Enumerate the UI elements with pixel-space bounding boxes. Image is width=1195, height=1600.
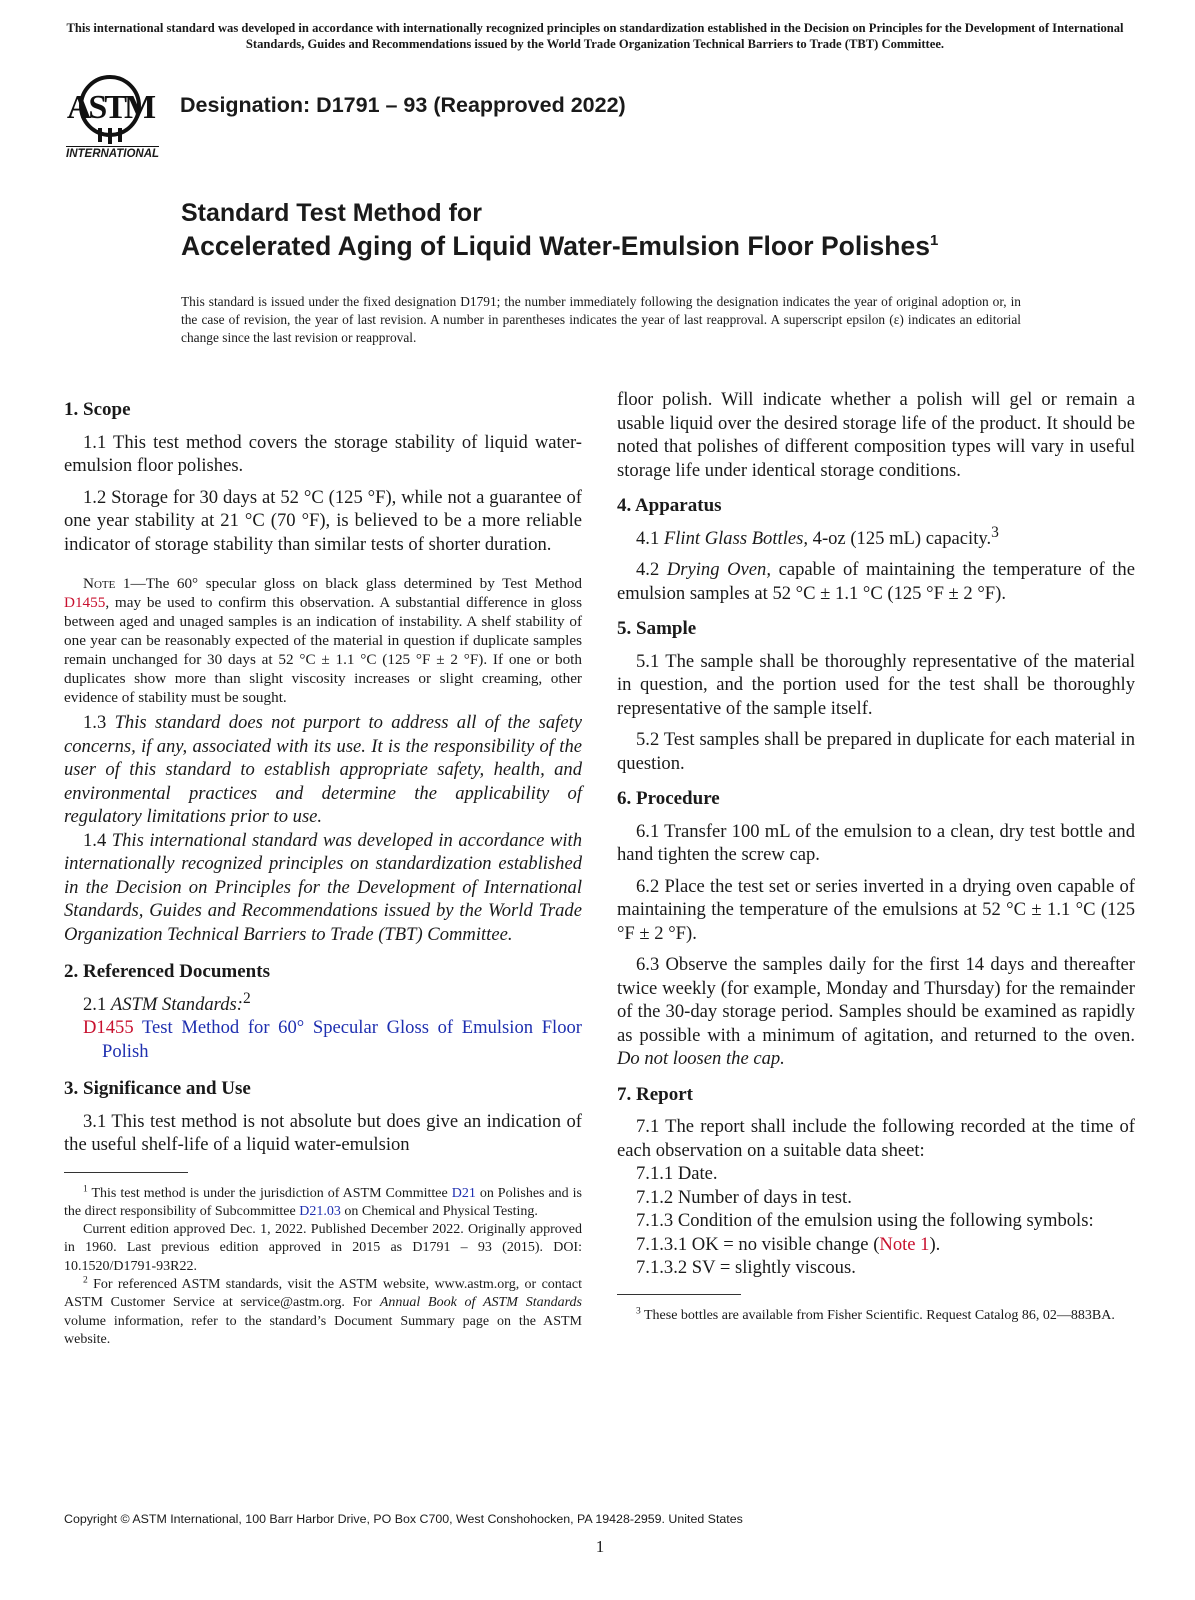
para-6-1: 6.1 Transfer 100 mL of the emulsion to a clean, dry test bottle and hand tighten the screw cap. xyxy=(617,820,1135,865)
reference-code[interactable]: D1455 xyxy=(83,1017,134,1038)
para-6-3 xyxy=(617,953,1135,1071)
para-3-1-continued: floor polish. Will indicate whether a polish will gel or remain a usable liquid over the desired storage life of the product. It should be noted that polishes of different composition types will vary in useful storage life under identical storage conditions. xyxy=(617,389,1135,481)
para-2-1-number: 2.1 xyxy=(83,993,111,1015)
para-7-1-2: 7.1.2 Number of days in test. xyxy=(636,1186,852,1208)
para-1-3-text: This standard does not purport to address all of the safety concerns, if any, associated with its use. It is the responsibility of the user of this standard to establish appropriate safety, health, and environmental practices and determine the applicability of regulatory limitations prior to use. xyxy=(64,712,582,827)
para-5-1: 5.1 The sample shall be thoroughly representative of the material in question, and the portion used for the test shall be thoroughly representative of the sample itself. xyxy=(617,650,1135,719)
footnote-2-text-a: For referenced ASTM standards, visit the ASTM website, www.astm.org, or contact ASTM Customer Service at service@astm.org. For xyxy=(64,1276,582,1311)
footnote-2-text-b: volume information, refer to the standard’s Document Summary page on the ASTM website. xyxy=(64,1313,582,1347)
para-7-1-3-1 xyxy=(617,1233,1135,1257)
para-1-4 xyxy=(64,829,582,947)
footnote-1-link-d21[interactable]: D21 xyxy=(451,1185,476,1201)
wto-notice: This international standard was developed in accordance with internationally recognized principles on standardization established in the Decision on Principles for the Development of International Standards, Guides and Recommendations issued by the World Trade Organization Technical Barriers to Trade (TBT) Committee. xyxy=(66,21,1124,51)
footnote-2-mark: 2 xyxy=(83,1275,88,1286)
right-column xyxy=(617,388,1135,1325)
section-heading-report: 7. Report xyxy=(617,1083,693,1105)
para-4-1-text: 4-oz (125 mL) capacity. xyxy=(808,527,992,549)
footnote-1-link-d21-03[interactable]: D21.03 xyxy=(299,1203,341,1219)
para-7-1-3: 7.1.3 Condition of the emulsion using the following symbols: xyxy=(636,1210,1094,1231)
svg-text:ASTM: ASTM xyxy=(66,89,154,126)
title-line-2 xyxy=(181,231,938,262)
para-1-2: 1.2 Storage for 30 days at 52 °C (125 °F), while not a guarantee of one year stability at 21 °C (70 °F), is believed to be a more reliable indicator of storage stability than similar tests of shorter duration. xyxy=(64,486,582,555)
note-1 xyxy=(64,574,582,707)
footnote-1-mark: 1 xyxy=(83,1183,88,1194)
title-line-1: Standard Test Method for xyxy=(181,199,482,227)
para-7-1-3-2: 7.1.3.2 SV = slightly viscous. xyxy=(636,1257,856,1278)
para-7-1: 7.1 The report shall include the following recorded at the time of each observation on a suitable data sheet: xyxy=(617,1116,1135,1161)
section-heading-referenced-documents: 2. Referenced Documents xyxy=(64,961,270,982)
footnote-1-text-c: on Chemical and Physical Testing. xyxy=(340,1203,538,1219)
note-1-text-b: , may be used to confirm this observation. A substantial difference in gloss between aged and unaged samples is an indication of instability. A shelf stability of one year can be reasonably expected of the material in question if duplicate samples remain unchanged for 30 days at 52 °C ± 1.1 °C (125 °F ± 2 °F). If one or both duplicates show more than slight viscosity increases or slight creaming, other evidence of stability must be sought. xyxy=(64,594,582,706)
page-number: 1 xyxy=(595,1537,605,1556)
para-1-1: 1.1 This test method covers the storage stability of liquid water-emulsion floor polishes. xyxy=(64,431,582,476)
note-1-link-d1455[interactable]: D1455 xyxy=(64,594,106,611)
note-1-label: Note 1 xyxy=(83,575,131,592)
para-2-1 xyxy=(64,989,582,1017)
title-text: Accelerated Aging of Liquid Water-Emulsion Floor Polishes xyxy=(181,231,930,261)
section-heading-scope: 1. Scope xyxy=(64,399,131,420)
footnote-3-text: These bottles are available from Fisher Scientific. Request Catalog 86, 02—883BA. xyxy=(640,1307,1115,1323)
para-7-1-3-1-link-note-1[interactable]: Note 1 xyxy=(879,1233,930,1255)
section-heading-significance: 3. Significance and Use xyxy=(64,1078,251,1099)
para-3-1: 3.1 This test method is not absolute but does give an indication of the useful shelf-life of a liquid water-emulsion xyxy=(64,1110,582,1155)
para-2-1-footnote-mark: 2 xyxy=(242,989,251,1007)
para-2-1-text: ASTM Standards: xyxy=(110,993,243,1015)
para-4-2-number: 4.2 xyxy=(636,559,667,580)
left-column xyxy=(64,388,582,1349)
logo-wordmark: INTERNATIONAL xyxy=(66,148,160,160)
para-1-4-text: This international standard was developed in accordance with internationally recognized principles on standardization established in the Decision on Principles for the Development of International Standards, Guides and Recommendations issued by the World Trade Organization Technical Barriers to Trade (TBT) Committee. xyxy=(64,829,583,945)
para-6-3-caution: Do not loosen the cap. xyxy=(617,1048,785,1069)
footnote-3 xyxy=(617,1307,1135,1325)
para-4-1-item: Flint Glass Bottles, xyxy=(663,527,808,549)
section-heading-procedure: 6. Procedure xyxy=(617,788,720,809)
para-7-1-3-1-text-b: ). xyxy=(929,1233,941,1255)
para-1-4-number: 1.4 xyxy=(83,829,112,851)
footnote-1-text-a: This test method is under the jurisdiction of ASTM Committee xyxy=(87,1185,452,1201)
designation: Designation: D1791 – 93 (Reapproved 2022) xyxy=(180,93,626,117)
copyright-line: Copyright © ASTM International, 100 Barr Harbor Drive, PO Box C700, West Conshohocken, PA 19428-2959. United States xyxy=(64,1512,743,1526)
title-footnote-mark: 1 xyxy=(929,232,939,250)
footnote-2-italic: Annual Book of ASTM Standards xyxy=(379,1295,582,1311)
footnote-1-text-b: on Polishes and is the direct responsibility of Subcommittee xyxy=(64,1185,582,1219)
reference-d1455[interactable] xyxy=(64,1016,582,1063)
note-1-text-a: —The 60° specular gloss on black glass determined by Test Method xyxy=(130,575,582,592)
para-4-2 xyxy=(617,558,1135,605)
para-4-2-item: Drying Oven, xyxy=(666,559,771,580)
footnote-1-edition: Current edition approved Dec. 1, 2022. Published December 2022. Originally approved in 1960. Last previous edition approved in 2015 as D1791 – 93 (2015). DOI: 10.1520/D1791-93R22. xyxy=(64,1222,582,1274)
footnote-3-mark: 3 xyxy=(636,1305,641,1316)
para-1-3-number: 1.3 xyxy=(83,712,115,733)
issued-note: This standard is issued under the fixed designation D1791; the number immediately following the designation indicates the year of original adoption or, in the case of revision, the year of last revision. A number in parentheses indicates the year of last reapproval. A superscript epsilon (ε) indicates an editorial change since the last revision or reapproval. xyxy=(181,294,1021,345)
footnote-rule xyxy=(64,1172,188,1173)
footnote-rule-right xyxy=(617,1294,741,1295)
section-heading-sample: 5. Sample xyxy=(617,618,697,639)
para-7-1-3-1-text-a: 7.1.3.1 OK = no visible change ( xyxy=(636,1233,880,1255)
para-4-1-number: 4.1 xyxy=(636,527,664,549)
section-heading-apparatus: 4. Apparatus xyxy=(617,495,722,516)
para-6-2: 6.2 Place the test set or series inverted in a drying oven capable of maintaining the temperature of the emulsions at 52 °C ± 1.1 °C (125 °F ± 2 °F). xyxy=(617,875,1135,944)
footnote-1 xyxy=(64,1185,582,1222)
footnote-2 xyxy=(64,1276,582,1349)
para-4-1 xyxy=(617,523,1135,551)
para-1-3 xyxy=(64,711,582,829)
para-6-3-text: 6.3 Observe the samples daily for the first 14 days and thereafter twice weekly (for example, Monday and Thursday) for the remainder of the 30-day storage period. Samples should be examined as rapidly as possible with a minimum of agitation, and returned to the oven. xyxy=(617,954,1135,1046)
para-4-1-footnote-mark: 3 xyxy=(991,523,999,541)
para-7-1-1: 7.1.1 Date. xyxy=(636,1163,718,1184)
astm-logo xyxy=(62,66,172,166)
reference-title[interactable]: Test Method for 60° Specular Gloss of Emulsion Floor Polish xyxy=(102,1017,582,1062)
para-4-2-text: capable of maintaining the temperature of the emulsion samples at 52 °C ± 1.1 °C (125 °F ± 2 °F). xyxy=(617,559,1135,604)
para-5-2: 5.2 Test samples shall be prepared in duplicate for each material in question. xyxy=(617,729,1135,774)
